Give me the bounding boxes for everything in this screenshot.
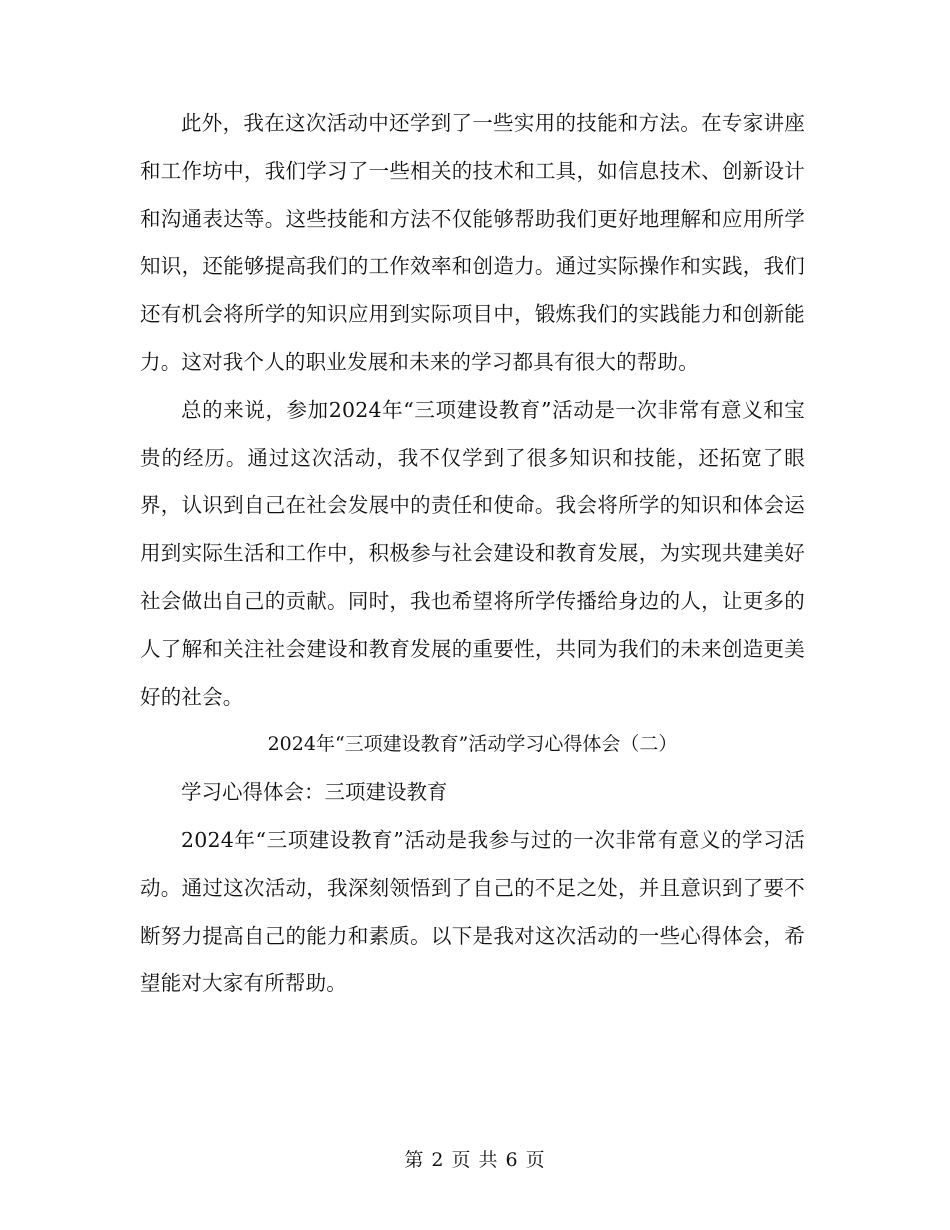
section-subtitle: 学习心得体会：三项建设教育 (181, 780, 448, 805)
document-body (140, 100, 805, 1008)
section-title: 2024年“三项建设教育”活动学习心得体会（二） (267, 733, 678, 756)
paragraph-summary: 总的来说，参加2024年“三项建设教育”活动是一次非常有意义和宝贵的经历。通过这次活动，我不仅学到了很多知识和技能，还拓宽了眼界，认识到自己在社会发展中的责任和使命。我会将所学的知识和体会运用到实际生活和工作中，积极参与社会建设和教育发展，为实现共建美好社会做出自己的贡献。同时，我也希望将所学传播给身边的人，让更多的人了解和关注社会建设和教育发展的重要性，共同为我们的未来创造更美好的社会。 (140, 397, 805, 709)
paragraph-skills: 此外，我在这次活动中还学到了一些实用的技能和方法。在专家讲座和工作坊中，我们学习了一些相关的技术和工具，如信息技术、创新设计和沟通表达等。这些技能和方法不仅能够帮助我们更好地理解和应用所学知识，还能够提高我们的工作效率和创造力。通过实际操作和实践，我们还有机会将所学的知识应用到实际项目中，锻炼我们的实践能力和创新能力。这对我个人的职业发展和未来的学习都具有很大的帮助。 (140, 111, 805, 374)
paragraph-intro: 2024年“三项建设教育”活动是我参与过的一次非常有意义的学习活动。通过这次活动，我深刻领悟到了自己的不足之处，并且意识到了要不断努力提高自己的能力和素质。以下是我对这次活动的一些心得体会，希望能对大家有所帮助。 (140, 827, 805, 996)
page-number-footer: 第 2 页 共 6 页 (404, 1149, 546, 1171)
